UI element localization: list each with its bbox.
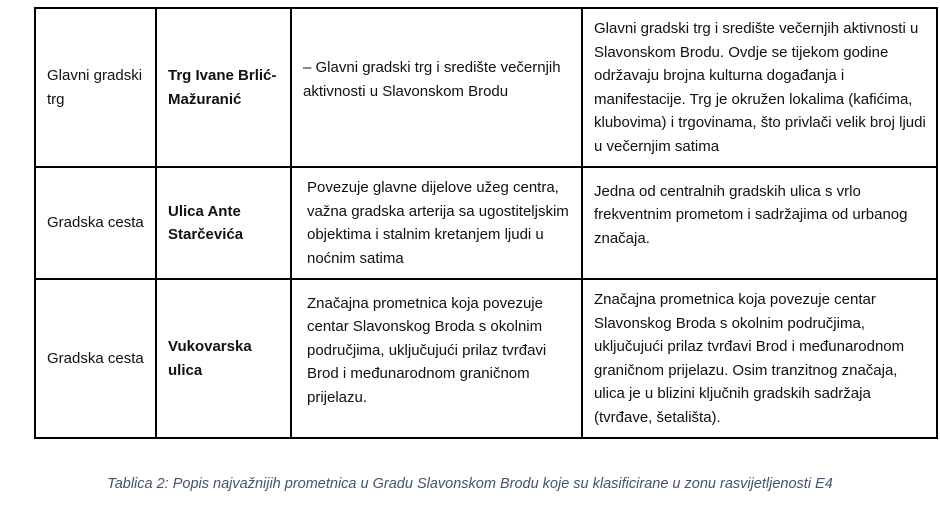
name-cell [156, 8, 291, 167]
short-description-text: Povezuje glavne dijelove užeg centra, važna gradska arterija sa ugostiteljskim objektima i stalnim kretanjem ljudi u noćnim satima [307, 179, 569, 267]
category-text: Gradska cesta [47, 214, 144, 232]
long-description-cell [582, 167, 937, 279]
name-text: Trg Ivane Brlić-Mažuranić [168, 67, 277, 108]
name-cell [156, 279, 291, 438]
table-row [35, 167, 937, 279]
long-description-text: Glavni gradski trg i središte večernjih aktivnosti u Slavonskom Brodu. Ovdje se tijekom godine održavaju brojna kulturna događanja i manifestacije. Trg je okružen lokalima (kafićima, klubovima) i trgovinama, što privlači velik broj ljudi u večernjim satima [594, 20, 926, 155]
category-cell [35, 279, 156, 438]
short-description-cell [291, 279, 582, 438]
table-caption: Tablica 2: Popis najvažnijih prometnica u Gradu Slavonskom Brodu koje su klasificirane u zonu rasvijetljenosti E4 [107, 476, 833, 492]
table-row [35, 8, 937, 167]
short-description-cell [291, 167, 582, 279]
name-cell [156, 167, 291, 279]
long-description-text: Jedna od centralnih gradskih ulica s vrlo frekventnim prometom i sadržajima od urbanog značaja. [594, 182, 908, 247]
short-description-text: – Glavni gradski trg i središte večernjih aktivnosti u Slavonskom Brodu [303, 59, 561, 100]
long-description-cell [582, 8, 937, 167]
category-text: Glavni gradski trg [47, 67, 143, 108]
table-row [35, 279, 937, 438]
category-text: Gradska cesta [47, 349, 144, 367]
long-description-text: Značajna prometnica koja povezuje centar Slavonskog Broda s okolnim područjima, uključujući prilaz tvrđavi Brod i međunarodnom graničnom prijelazu. Osim tranzitnog značaja, ulica je u blizini ključnih gradskih sadržaja (tvrđave, šetališta). [594, 291, 905, 426]
category-cell [35, 167, 156, 279]
name-text: Ulica Ante Starčevića [168, 202, 244, 243]
short-description-cell [291, 8, 582, 167]
name-text: Vukovarska ulica [168, 338, 252, 379]
long-description-cell [582, 279, 937, 438]
short-description-text: Značajna prometnica koja povezuje centar Slavonskog Broda s okolnim područjima, uključujući prilaz tvrđavi Brod i međunarodnom graničnom prijelazu. [307, 294, 547, 406]
roads-table [34, 7, 938, 439]
category-cell [35, 8, 156, 167]
